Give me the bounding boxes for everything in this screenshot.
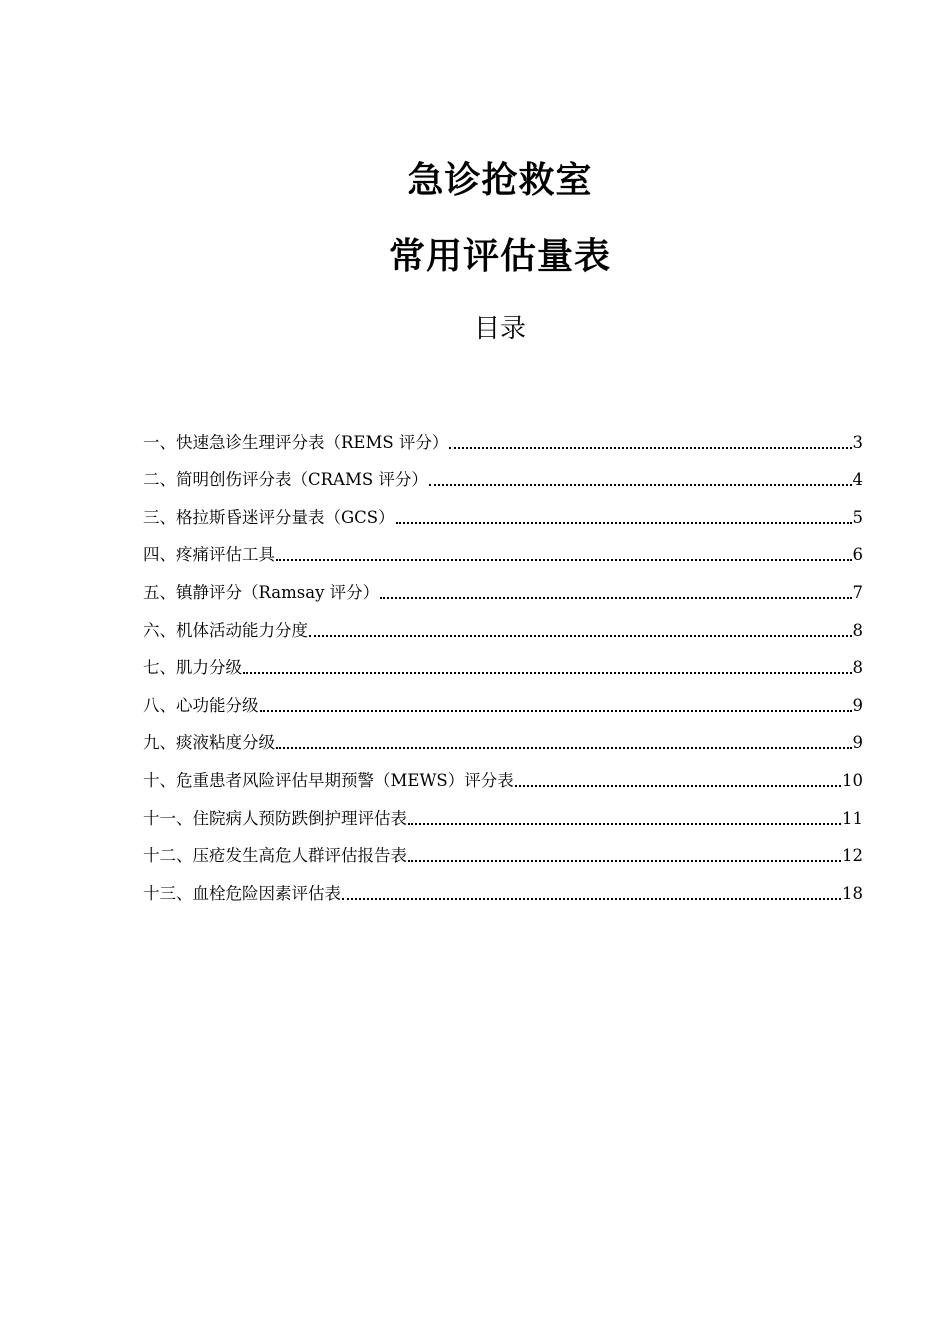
toc-entry-page: 8: [852, 620, 863, 640]
toc-heading: 目录: [473, 314, 526, 344]
toc-entry-label: 四、疼痛评估工具: [143, 545, 275, 565]
toc-entry-label: 十、危重患者风险评估早期预警（MEWS）评分表: [143, 770, 514, 790]
toc-entry-label: 十一、住院病人预防跌倒护理评估表: [143, 808, 407, 828]
toc-entry-3[interactable]: [143, 493, 863, 531]
toc-entry-label: 七、肌力分级: [143, 658, 242, 678]
toc-entry-page: 12: [842, 846, 863, 866]
toc-entry-10[interactable]: [143, 756, 863, 794]
toc-entry-12[interactable]: [143, 832, 863, 870]
toc-entry-label: 五、镇静评分（Ramsay 评分）: [143, 582, 380, 602]
toc-entry-7[interactable]: [143, 644, 863, 682]
toc-entry-6[interactable]: [143, 606, 863, 644]
toc-entry-13[interactable]: [143, 869, 863, 907]
toc-entry-page: 18: [842, 883, 863, 903]
toc-entry-label: 六、机体活动能力分度: [143, 620, 308, 640]
toc-dot-leader: [276, 747, 852, 749]
toc-dot-leader: [429, 484, 852, 486]
toc-entry-page: 9: [852, 733, 863, 753]
toc-entry-page: 10: [842, 770, 863, 790]
toc-dot-leader: [342, 898, 841, 900]
toc-entry-label: 一、快速急诊生理评分表（REMS 评分）: [143, 432, 449, 452]
toc-entry-label: 十二、压疮发生高危人群评估报告表: [143, 846, 407, 866]
toc-dot-leader: [380, 597, 851, 599]
document-title-line1: 急诊抢救室: [407, 159, 593, 201]
toc-dot-leader: [243, 672, 852, 674]
toc-entry-1[interactable]: [143, 418, 863, 456]
toc-dot-leader: [408, 860, 841, 862]
toc-entry-9[interactable]: [143, 719, 863, 757]
document-title-line2: 常用评估量表: [388, 235, 611, 277]
toc-entry-page: 5: [852, 507, 863, 527]
toc-entry-label: 八、心功能分级: [143, 695, 259, 715]
toc-entry-page: 4: [852, 470, 863, 490]
toc-entry-label: 九、痰液粘度分级: [143, 733, 275, 753]
toc-entry-page: 7: [852, 582, 863, 602]
toc-dot-leader: [408, 823, 841, 825]
toc-entry-4[interactable]: [143, 531, 863, 569]
toc-dot-leader: [515, 785, 841, 787]
toc-entry-page: 8: [852, 658, 863, 678]
toc-entry-page: 6: [852, 545, 863, 565]
toc-entry-2[interactable]: [143, 456, 863, 494]
toc-entry-8[interactable]: [143, 681, 863, 719]
toc-entry-label: 三、格拉斯昏迷评分量表（GCS）: [143, 507, 395, 527]
toc-dot-leader: [449, 447, 851, 449]
toc-dot-leader: [309, 635, 852, 637]
toc-entry-label: 二、简明创伤评分表（CRAMS 评分）: [143, 470, 428, 490]
toc-entry-page: 11: [842, 808, 863, 828]
toc-dot-leader: [396, 522, 852, 524]
toc-entry-page: 3: [852, 432, 863, 452]
table-of-contents: [143, 418, 863, 907]
toc-entry-page: 9: [852, 695, 863, 715]
toc-dot-leader: [260, 710, 852, 712]
toc-entry-11[interactable]: [143, 794, 863, 832]
toc-dot-leader: [276, 559, 852, 561]
toc-entry-label: 十三、血栓危险因素评估表: [143, 883, 341, 903]
toc-entry-5[interactable]: [143, 568, 863, 606]
